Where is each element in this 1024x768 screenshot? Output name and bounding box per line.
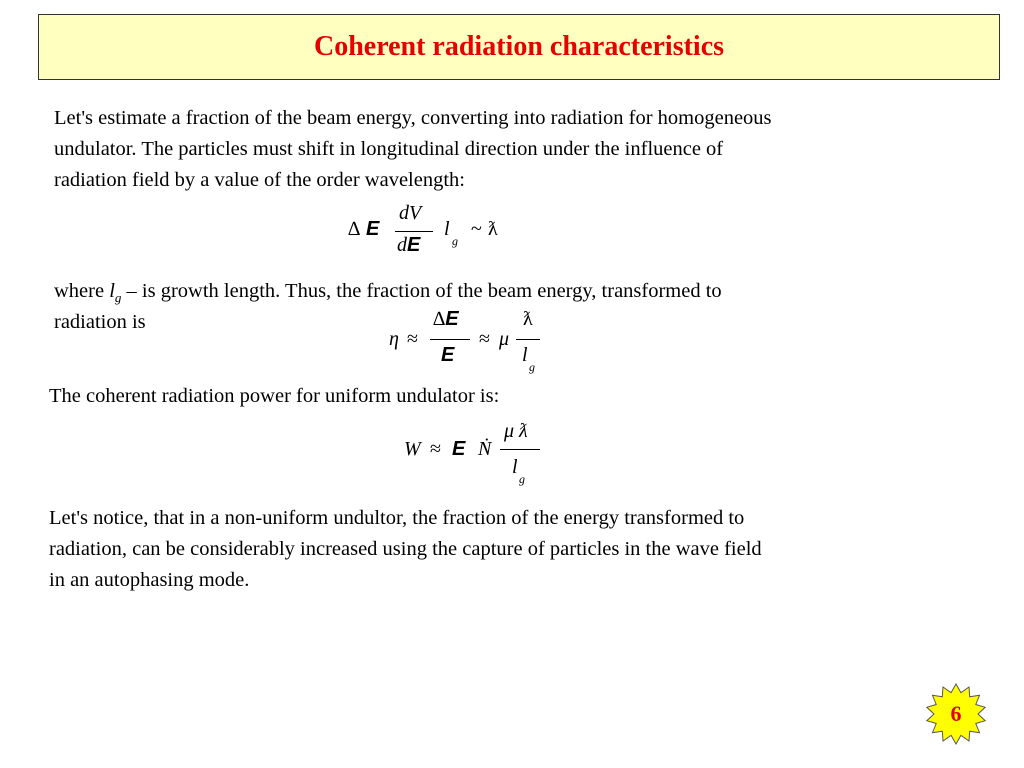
page-number: 6	[950, 701, 962, 726]
eq1-den-d: d	[397, 234, 407, 256]
p2-l: l	[109, 280, 115, 302]
eq3-numerator	[504, 420, 528, 443]
eq3-g: g	[519, 472, 525, 486]
eq2-eta	[389, 328, 399, 351]
eq1-l-text: l	[444, 218, 450, 240]
eq2-num-E: E	[445, 308, 459, 330]
paragraph-4-line-3: in an autophasing mode.	[49, 569, 250, 591]
eq3-num-text: μ ƛ	[504, 420, 528, 442]
eq3-approx: ≈	[430, 438, 441, 460]
eq2-mu	[499, 328, 509, 351]
equation-3	[400, 416, 560, 490]
p2-where: where	[54, 280, 110, 302]
eq1-sim: ~	[471, 218, 482, 240]
equation-1	[340, 200, 520, 264]
eq3-W-text: W	[404, 438, 421, 460]
eq2-num-delta: ∆	[433, 308, 446, 330]
eq1-numerator	[399, 202, 421, 225]
page-number-badge	[925, 683, 987, 745]
eq2-fraction-line-1	[430, 339, 470, 340]
paragraph-1-line-2: undulator. The particles must shift in longitudinal direction under the influence of	[54, 138, 724, 160]
eq1-delta: ∆	[348, 218, 361, 240]
eq1-den-E: E	[407, 234, 421, 256]
eq3-energy: E	[452, 438, 466, 460]
eq2-approx-2: ≈	[479, 328, 490, 350]
paragraph-4-line-1: Let's notice, that in a non-uniform undultor, the fraction of the energy transformed to	[49, 507, 745, 529]
paragraph-2-line-2: radiation is	[54, 311, 146, 333]
paragraph-1-line-1: Let's estimate a fraction of the beam energy, converting into radiation for homogeneous	[54, 107, 772, 129]
eq2-l-text: l	[522, 344, 528, 366]
eq2-approx-1: ≈	[407, 328, 418, 350]
eq2-eta-text: η	[389, 328, 399, 350]
eq3-N	[478, 438, 491, 461]
p2-g: g	[114, 290, 122, 306]
eq3-W	[404, 438, 421, 461]
eq3-l	[512, 456, 518, 479]
paragraph-1-line-3: radiation field by a value of the order wavelength:	[54, 169, 465, 191]
eq1-l	[444, 218, 450, 241]
equation-2	[385, 304, 585, 376]
eq3-l-text: l	[512, 456, 518, 478]
eq2-numerator	[433, 308, 459, 331]
eq2-lambda: ƛ	[523, 308, 533, 330]
slide-title: Coherent radiation characteristics	[313, 31, 725, 62]
eq2-fraction-line-2	[516, 339, 540, 340]
eq3-fraction-line	[500, 449, 540, 450]
eq2-denominator: E	[441, 344, 455, 366]
eq2-mu-text: μ	[499, 328, 510, 350]
eq1-lambda: ƛ	[488, 218, 498, 240]
eq2-l	[522, 344, 528, 367]
eq1-denominator	[397, 234, 420, 257]
eq1-g: g	[452, 234, 458, 248]
eq1-energy: E	[366, 218, 380, 240]
eq2-g: g	[529, 360, 535, 374]
paragraph-4-line-2: radiation, can be considerably increased using the capture of particles in the wave field	[49, 538, 762, 560]
paragraph-3: The coherent radiation power for uniform undulator is:	[49, 385, 500, 407]
eq3-N-text: Ṅ	[478, 438, 492, 460]
p2-rest: – is growth length. Thus, the fraction of the beam energy, transformed to	[121, 280, 722, 302]
eq1-fraction-line	[395, 231, 433, 232]
title-banner	[38, 14, 1000, 80]
eq1-num-text: dV	[399, 202, 422, 224]
